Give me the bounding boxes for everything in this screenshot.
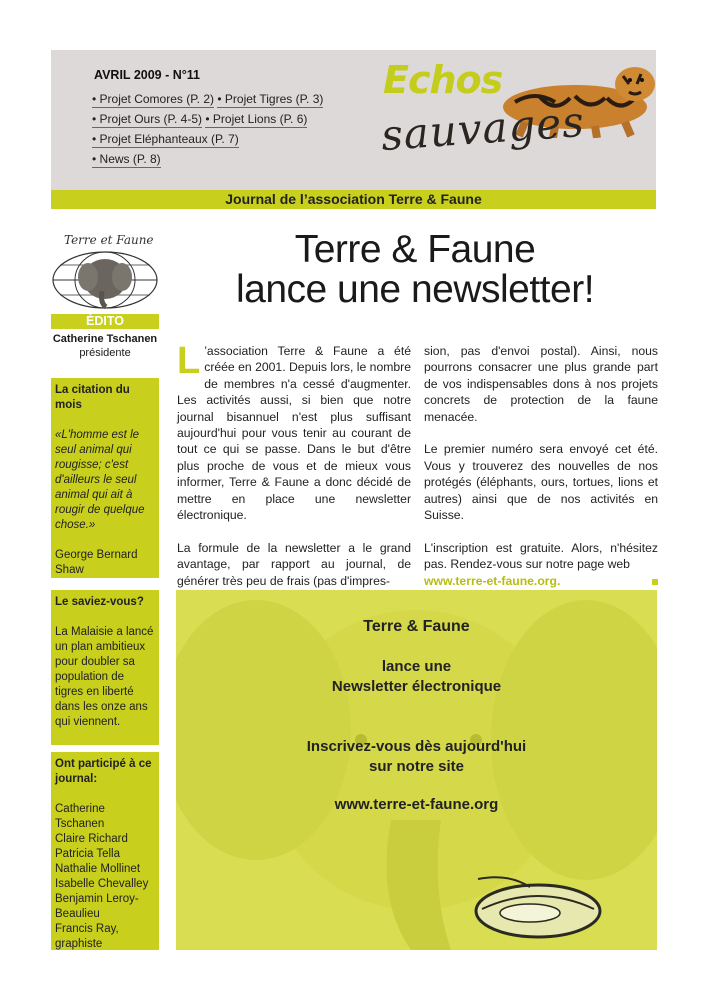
table-of-contents [92, 89, 392, 169]
citation-quote: «L'homme est le seul animal qui rougisse; c'est d'ailleurs le seul animal qui ait à rougir de quelque chose.» [55, 429, 145, 531]
toc-item-lions[interactable]: • Projet Lions (P. 6) [205, 112, 308, 126]
website-link[interactable]: www.terre-et-faune.org. [424, 573, 561, 588]
article-title [180, 230, 650, 310]
article-column-1 [177, 340, 411, 605]
journal-subtitle: Journal de l’association Terre & Faune [51, 190, 656, 209]
credit-name: Claire Richard [55, 833, 128, 845]
credit-name: Catherine Tschanen [55, 803, 105, 830]
toc-row [92, 129, 392, 149]
newsletter-promo [176, 590, 657, 950]
end-of-article-mark [652, 579, 658, 585]
logo-word-sauvages: sauvages [379, 96, 587, 161]
promo-call-to-action [176, 737, 657, 777]
promo-line: Newsletter électronique [331, 678, 502, 695]
credit-name: Isabelle Chevalley [55, 878, 149, 890]
paragraph: L'inscription est gratuite. Alors, n'hésitez pas. Rendez-vous sur notre page web [424, 540, 658, 572]
citation-box [51, 378, 159, 578]
saviez-text: La Malaisie a lancé un plan ambitieux pour doubler sa population de tigres en liberté dans les onze ans qui viennent. [55, 626, 154, 728]
promo-brand: Terre & Faune [363, 618, 470, 635]
masthead [51, 50, 656, 190]
terre-et-faune-logo [50, 233, 160, 313]
title-line-2: lance une newsletter! [235, 268, 595, 311]
title-line-1: Terre & Faune [294, 228, 536, 271]
promo-url[interactable]: www.terre-et-faune.org [334, 796, 499, 813]
promo-line: lance une [381, 658, 452, 675]
article-column-2 [424, 343, 658, 605]
drop-cap: L [177, 340, 201, 382]
citation-heading: La citation du mois [55, 384, 130, 411]
toc-item-ours[interactable]: • Projet Ours (P. 4-5) [92, 112, 203, 126]
promo-announcement [176, 657, 657, 697]
saviez-heading: Le saviez-vous? [55, 596, 144, 608]
paragraph: Le premier numéro sera envoyé cet été. Vous y trouverez des nouvelles de nos protégés (éléphants, ours, tortues, lions et autres) ainsi que de nos activités en Suisse. [424, 442, 658, 523]
logo-text: Terre et Faune [64, 233, 154, 247]
credit-name: Francis Ray, graphiste [55, 923, 119, 950]
paragraph: La formule de la newsletter a le grand avantage, par rapport au journal, de générer très peu de frais (pas d'impres- [177, 540, 411, 588]
globe-elephant-icon [50, 233, 160, 313]
toc-item-news[interactable]: • News (P. 8) [92, 152, 161, 166]
saviez-vous-box [51, 590, 159, 745]
toc-row [92, 149, 392, 169]
credits-heading: Ont participé à ce journal: [55, 758, 152, 785]
computer-mouse-icon [468, 873, 608, 943]
promo-line: Inscrivez-vous dès aujourd'hui [306, 738, 527, 755]
credit-name: Benjamin Leroy-Beaulieu [55, 893, 139, 920]
edito-author: Catherine Tschanen [52, 333, 158, 345]
issue-date: AVRIL 2009 - N°11 [94, 68, 200, 82]
toc-item-tigres[interactable]: • Projet Tigres (P. 3) [217, 92, 324, 106]
credit-name: Patricia Tella [55, 848, 120, 860]
toc-item-elephanteaux[interactable]: • Projet Eléphanteaux (P. 7) [92, 132, 239, 146]
echos-sauvages-logo [377, 52, 657, 188]
edito-label: ÉDITO [51, 314, 159, 329]
toc-row [92, 109, 392, 129]
credits-box [51, 752, 159, 950]
toc-item-comores[interactable]: • Projet Comores (P. 2) [92, 92, 215, 106]
toc-row [92, 89, 392, 109]
citation-author: George Bernard Shaw [55, 549, 138, 576]
logo-word-echos: Echos [383, 58, 503, 102]
edito-role: présidente [79, 347, 131, 359]
promo-line: sur notre site [368, 758, 465, 775]
paragraph: sion, pas d'envoi postal). Ainsi, nous pourrons consacrer une plus grande part de vos indispensables dons à nos projets concrets de protection de la faune menacée. [424, 344, 658, 424]
credit-name: Nathalie Mollinet [55, 863, 141, 875]
paragraph: ’association Terre & Faune a été créée en 2001. Depuis lors, le nombre de membres n'a cessé d'augmenter. Les activités aussi, si bien que notre journal bisannuel n'est plus suffisant aujourd'hui pour vous tenir au courant de tout ce qui se passe. Dans le but d'être plus proche de vous et de mieux vous informer, Terre & Faune a donc décidé de mettre en place une newsletter électronique. [177, 344, 411, 523]
